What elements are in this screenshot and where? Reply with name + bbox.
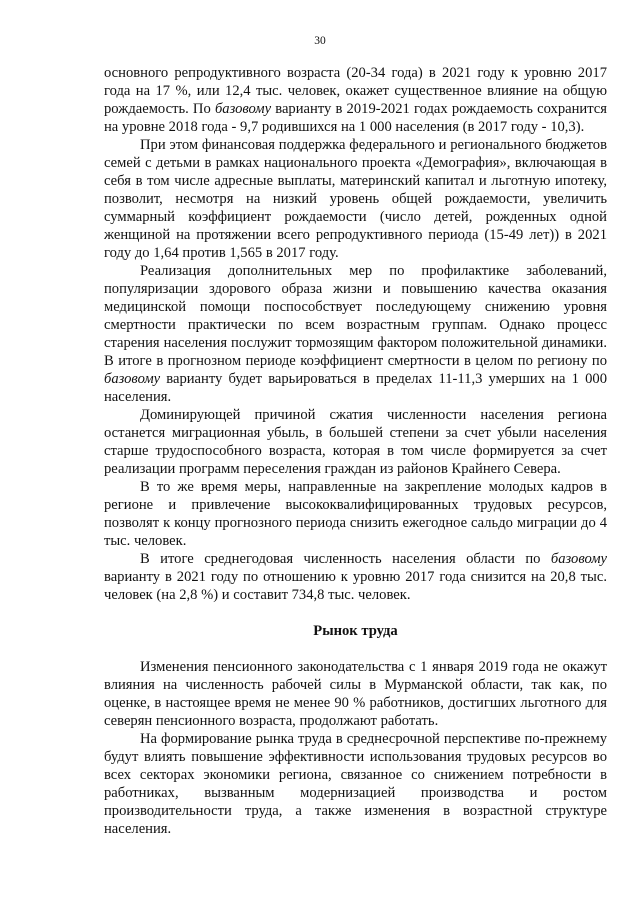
text-segment: Изменения пенсионного законодательства с 1 января 2019 года не окажут влияния на численность рабочей силы в Мурманской области, так как, по оценке, в настоящее время не менее 90 % работников, достигших льготного для северян пенсионного возраста, продолжают работать.	[104, 659, 607, 729]
paragraph	[104, 730, 607, 838]
text-segment: В то же время меры, направленные на закрепление молодых кадров в регионе и привлечение высококвалифицированных трудовых ресурсов, позволят к концу прогнозного периода снизить ежегодное сальдо миграции до 4 тыс. человек.	[104, 479, 607, 549]
page-number: 30	[314, 35, 326, 47]
text-segment: При этом финансовая поддержка федерального и регионального бюджетов семей с детьми в рамках национального проекта «Демография», включающая в себя в том числе адресные выплаты, материнский капитал и льготную ипотеку, позволит, несмотря на низкий уровень общей рождаемости, увеличить суммарный коэффициент рождаемости (число детей, рожденных одной женщиной на протяжении всего репродуктивного периода (15-49 лет)) в 2021 году до 1,64 против 1,565 в 2017 году.	[104, 137, 607, 261]
section-heading: Рынок труда	[313, 623, 398, 639]
paragraph	[104, 550, 607, 604]
text-segment: варианту в 2021 году по отношению к уровню 2017 года снизится на 20,8 тыс. человек (на 2,8 %) и составит 734,8 тыс. человек.	[104, 569, 607, 603]
text-segment: Реализация дополнительных мер по профилактике заболеваний, популяризации здорового образа жизни и повышению качества оказания медицинской помощи поспособствует последующему снижению уровня смертности практически по всем возрастным группам. Однако процесс старения населения послужит тормозящим фактором положительной динамики. В итоге в прогнозном периоде коэффициент смертности в целом по региону по	[104, 263, 607, 369]
paragraph	[104, 136, 607, 262]
paragraph	[104, 478, 607, 550]
text-segment: варианту будет варьироваться в пределах 11-11,3 умерших на 1 000 населения.	[104, 371, 607, 405]
text-segment: В итоге среднегодовая численность населения области по	[140, 551, 551, 567]
paragraph	[104, 262, 607, 406]
italic-text: базовому	[104, 371, 161, 387]
text-segment: Доминирующей причиной сжатия численности населения региона останется миграционная убыль, в большей степени за счет убыли населения старше трудоспособного возраста, которая в том числе формируется за счет реализации программ переселения граждан из районов Крайнего Севера.	[104, 407, 607, 477]
text-segment: На формирование рынка труда в среднесрочной перспективе по-прежнему будут влиять повышение эффективности использования трудовых ресурсов во всех секторах экономики региона, связанное со снижением потребности в работниках, вызванным модернизацией производства и ростом производительности труда, а также изменения в возрастной структуре населения.	[104, 731, 607, 837]
text-segment: основного репродуктивного возраста (20-34 года) в 2021 году к уровню 2017 года на 17 %, или 12,4 тыс. человек, окажет существенное влияние на общую рождаемость. По	[104, 65, 607, 117]
paragraph	[104, 406, 607, 478]
text-segment: варианту в 2019-2021 годах рождаемость сохранится на уровне 2018 года - 9,7 родившихся на 1 000 населения (в 2017 году - 10,3).	[104, 101, 607, 135]
paragraph	[104, 658, 607, 730]
paragraph	[104, 64, 607, 136]
italic-text: базовому	[550, 551, 607, 567]
italic-text: базовому	[214, 101, 272, 117]
document-body	[104, 64, 607, 838]
